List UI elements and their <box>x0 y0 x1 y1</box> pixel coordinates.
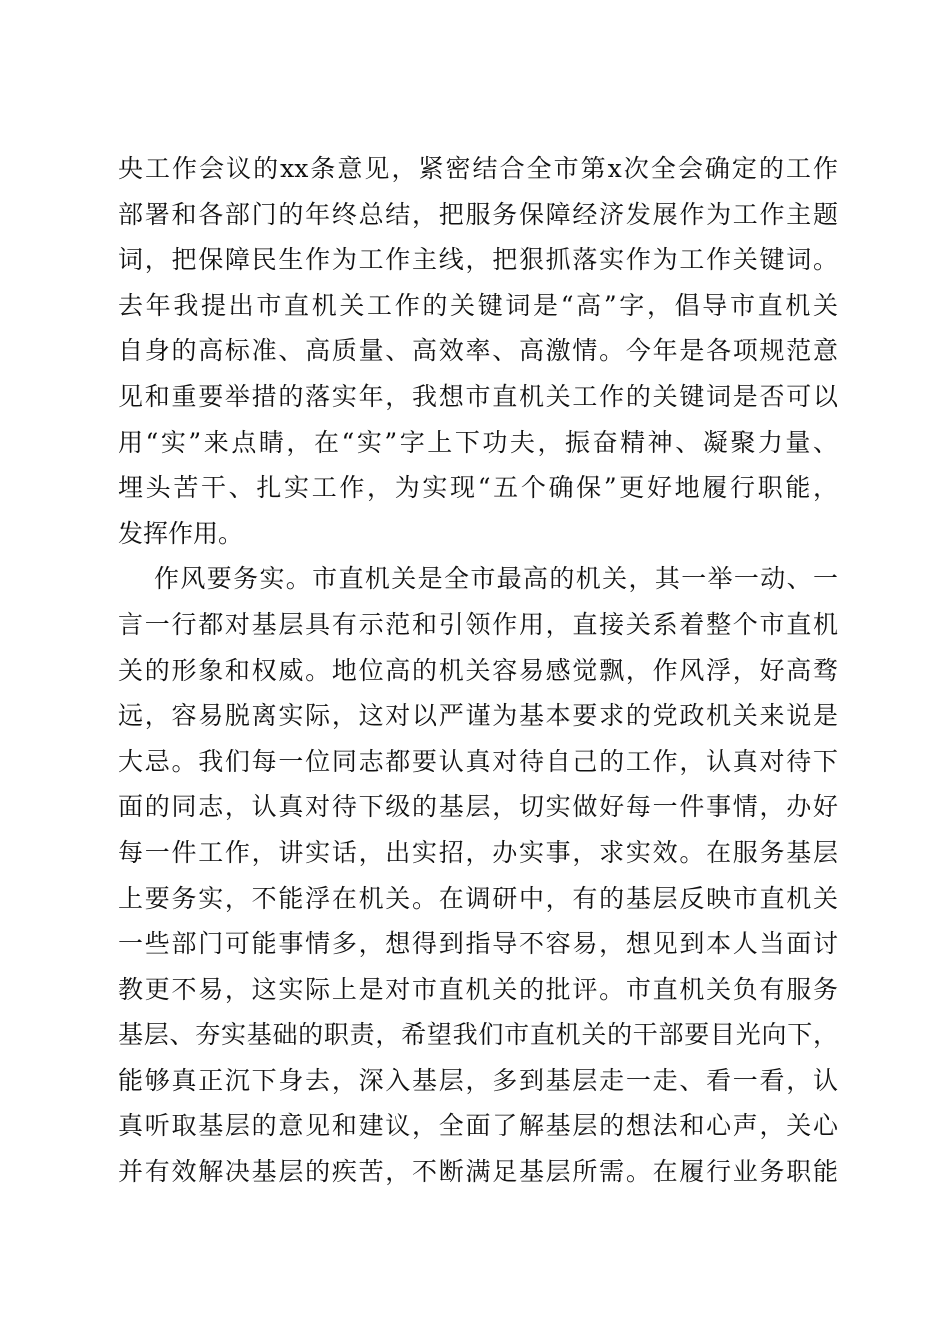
text-line: 每一件工作，讲实话，出实招，办实事，求实效。在服务基层 <box>118 837 838 867</box>
paragraph-start-line: 作风要务实。市直机关是全市最高的机关，其一举一动、一 <box>154 564 838 594</box>
text-line: 关的形象和权威。地位高的机关容易感觉飘，作风浮，好高骛 <box>118 655 838 685</box>
text-line: 并有效解决基层的疾苦，不断满足基层所需。在履行业务职能 <box>118 1157 838 1187</box>
text-line: 部署和各部门的年终总结，把服务保障经济发展作为工作主题 <box>118 199 838 229</box>
body-text <box>118 146 838 1195</box>
text-line: 言一行都对基层具有示范和引领作用，直接关系着整个市直机 <box>118 609 838 639</box>
text-line: 上要务实，不能浮在机关。在调研中，有的基层反映市直机关 <box>118 883 838 913</box>
text-line: 真听取基层的意见和建议，全面了解基层的想法和心声，关心 <box>118 1111 838 1141</box>
text-line: 用“实”来点睛，在“实”字上下功夫，振奋精神、凝聚力量、 <box>118 427 838 457</box>
text-line: 基层、夯实基础的职责，希望我们市直机关的干部要目光向下， <box>118 1020 838 1050</box>
text-line: 一些部门可能事情多，想得到指导不容易，想见到本人当面讨 <box>118 929 838 959</box>
text-line: 见和重要举措的落实年，我想市直机关工作的关键词是否可以 <box>118 381 838 411</box>
text-line: 教更不易，这实际上是对市直机关的批评。市直机关负有服务 <box>118 974 838 1004</box>
text-line: 面的同志，认真对待下级的基层，切实做好每一件事情，办好 <box>118 792 838 822</box>
text-line: 远，容易脱离实际，这对以严谨为基本要求的党政机关来说是 <box>118 701 838 731</box>
text-line: 央工作会议的xx条意见，紧密结合全市第x次全会确定的工作 <box>118 154 838 183</box>
text-line: 发挥作用。 <box>118 518 244 548</box>
text-line: 能够真正沉下身去，深入基层，多到基层走一走、看一看，认 <box>118 1065 838 1095</box>
text-line: 大忌。我们每一位同志都要认真对待自己的工作，认真对待下 <box>118 746 838 776</box>
text-line: 自身的高标准、高质量、高效率、高激情。今年是各项规范意 <box>118 336 838 366</box>
text-line: 埋头苦干、扎实工作，为实现“五个确保”更好地履行职能， <box>118 473 838 503</box>
text-line: 去年我提出市直机关工作的关键词是“高”字，倡导市直机关 <box>118 290 838 320</box>
text-line: 词，把保障民生作为工作主线，把狠抓落实作为工作关键词。 <box>118 245 838 275</box>
